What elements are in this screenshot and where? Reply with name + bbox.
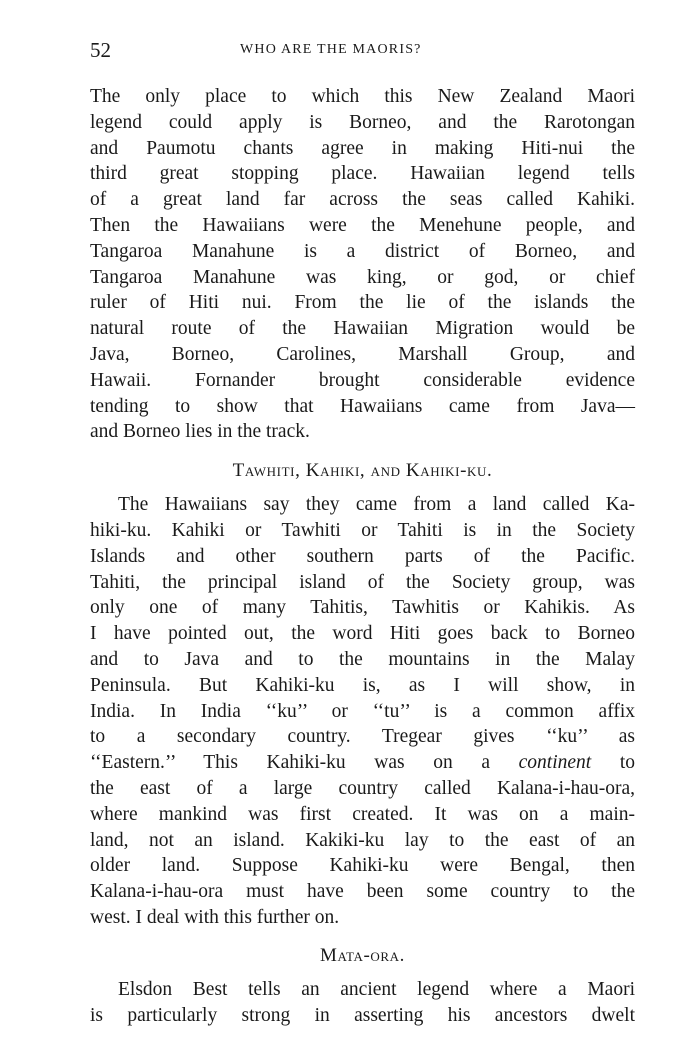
text-line: Java, Borneo, Carolines, Marshall Group, and	[90, 343, 635, 365]
text-line: tending to show that Hawaiians came from Java—	[90, 395, 635, 417]
running-head	[90, 38, 635, 74]
text-line: Tangaroa Manahune is a district of Borneo, and	[90, 240, 635, 262]
text-line: and to Java and to the mountains in the Malay	[90, 648, 635, 670]
text-line: to a secondary country. Tregear gives ‘‘ku’’ as	[90, 726, 635, 748]
section-heading-mata-ora: Mata-ora.	[319, 944, 406, 966]
paragraph-3	[90, 977, 635, 1029]
text-line: where mankind was first created. It was on a main-	[90, 803, 635, 825]
page-number: 52	[90, 38, 111, 62]
text-line: Elsdon Best tells an ancient legend where a Maori	[118, 978, 635, 1000]
text-run: ‘‘Eastern.’’ This Kahiki-ku was on a	[90, 752, 519, 774]
text-line: Hawaii. Fornander brought considerable evidence	[90, 369, 635, 391]
text-line: natural route of the Hawaiian Migration would be	[90, 318, 635, 340]
paragraph-1	[90, 84, 635, 445]
text-run: to	[591, 752, 636, 774]
italic-word: continent	[518, 752, 592, 774]
text-line: Peninsula. But Kahiki-ku is, as I will show, in	[90, 674, 635, 696]
book-page	[90, 38, 635, 1028]
text-line: only one of many Tahitis, Tawhitis or Kahikis. As	[90, 597, 635, 619]
text-line: older land. Suppose Kahiki-ku were Bengal, then	[90, 855, 635, 877]
text-line: and Borneo lies in the track.	[90, 421, 310, 443]
text-line: Tahiti, the principal island of the Society group, was	[90, 571, 635, 593]
paragraph-2	[90, 492, 635, 931]
text-line: Kalana-i-hau-ora must have been some country to the	[90, 881, 635, 903]
text-line: Tangaroa Manahune was king, or god, or chief	[90, 266, 635, 288]
text-line: third great stopping place. Hawaiian legend tells	[90, 163, 635, 185]
text-line: west. I deal with this further on.	[90, 906, 340, 928]
running-title: WHO ARE THE MAORIS?	[240, 42, 422, 57]
text-line: legend could apply is Borneo, and the Rarotongan	[90, 111, 635, 133]
text-line: Then the Hawaiians were the Menehune people, and	[90, 214, 635, 236]
text-line: of a great land far across the seas called Kahiki.	[90, 189, 635, 211]
text-line: India. In India ‘‘ku’’ or ‘‘tu’’ is a common affix	[90, 700, 635, 722]
text-line: The only place to which this New Zealand Maori	[90, 86, 635, 107]
text-line: land, not an island. Kakiki-ku lay to the east of an	[90, 829, 635, 851]
text-line: hiki-ku. Kahiki or Tawhiti or Tahiti is in the Society	[90, 519, 635, 541]
section-heading-tawhiti: Tawhiti, Kahiki, and Kahiki-ku.	[232, 460, 493, 482]
text-line-with-italic	[90, 750, 635, 776]
text-line: and Paumotu chants agree in making Hiti-nui the	[90, 137, 635, 159]
text-line: the east of a large country called Kalana-i-hau-ora,	[90, 777, 635, 799]
text-line: The Hawaiians say they came from a land called Ka-	[118, 494, 635, 516]
body-text	[90, 84, 635, 1028]
text-line: I have pointed out, the word Hiti goes back to Borneo	[90, 623, 635, 645]
text-line: is particularly strong in asserting his ancestors dwelt	[90, 1004, 635, 1026]
text-line: Islands and other southern parts of the Pacific.	[90, 545, 635, 567]
text-line: ruler of Hiti nui. From the lie of the islands the	[90, 292, 635, 314]
